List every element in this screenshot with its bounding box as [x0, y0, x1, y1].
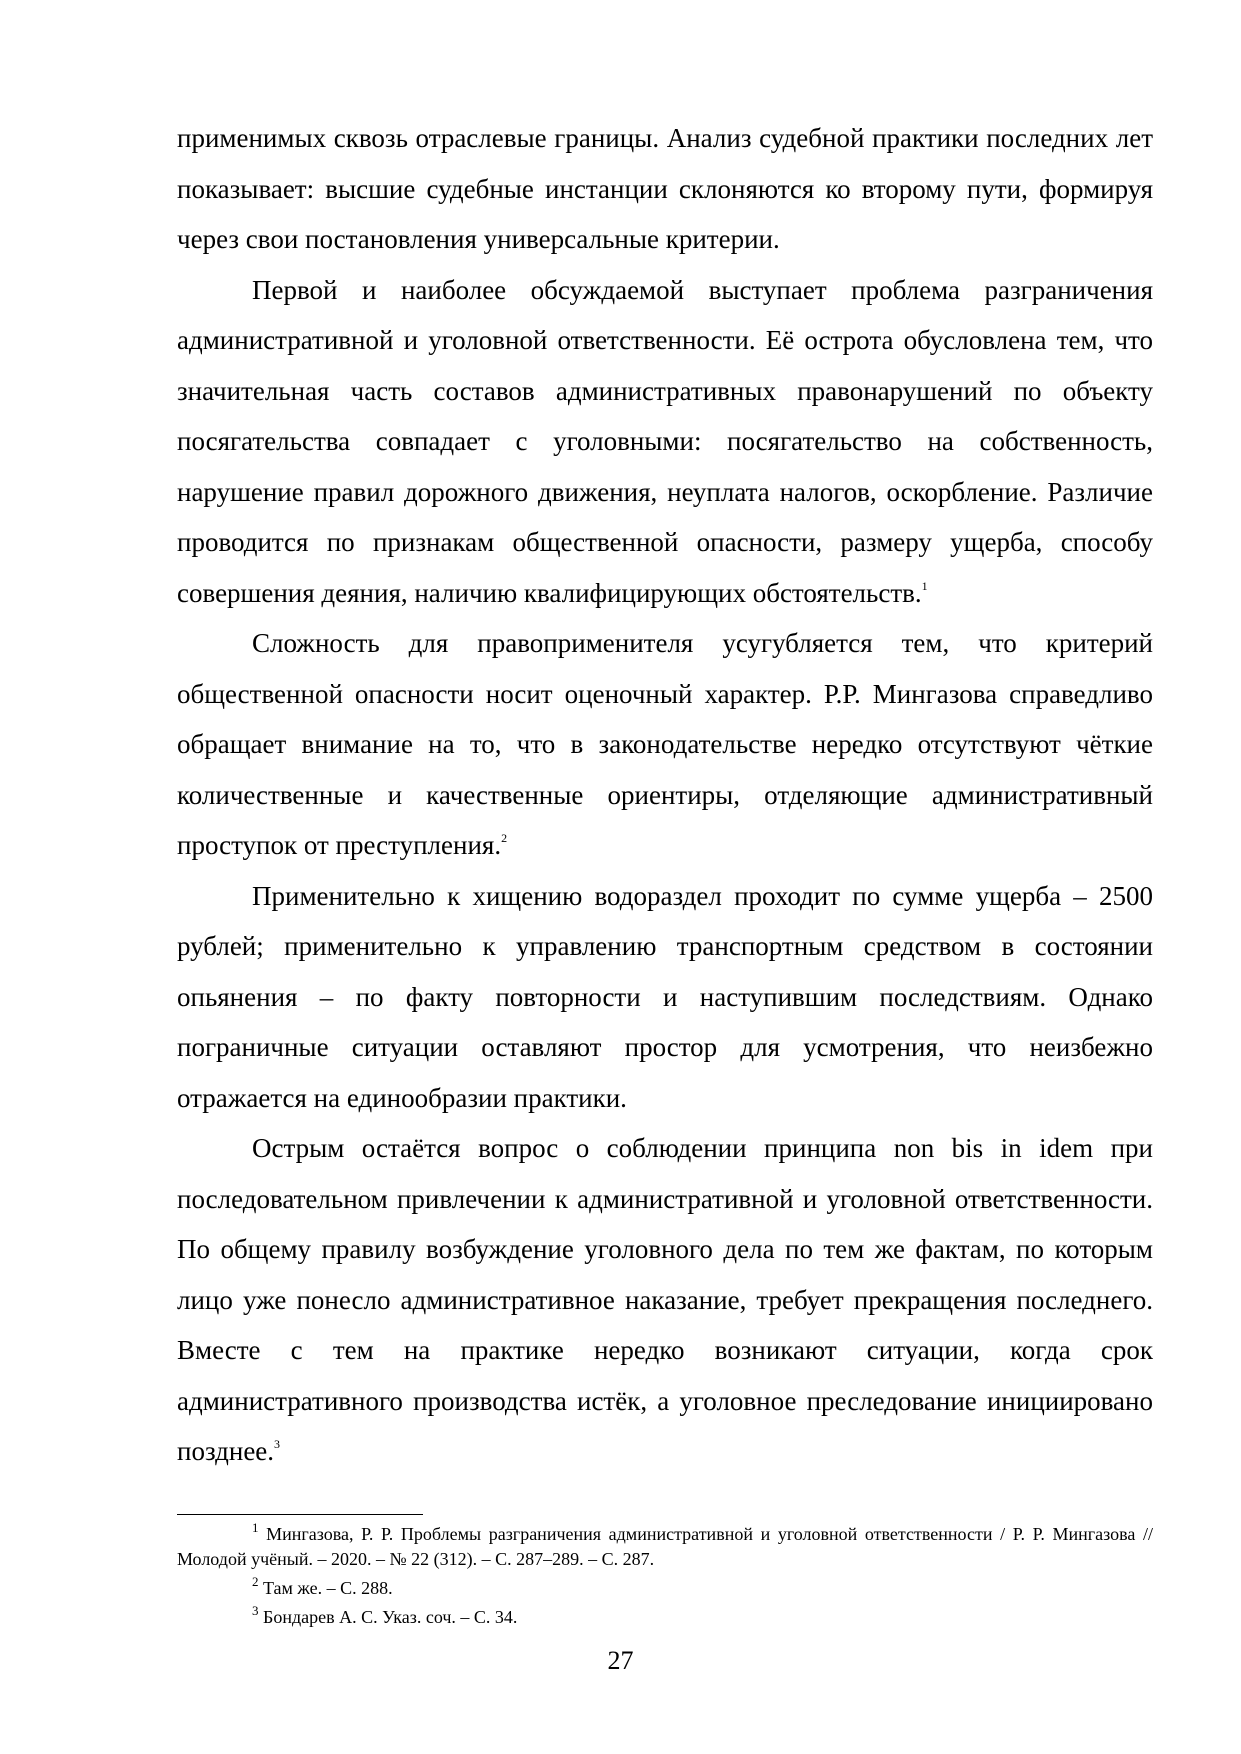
footnote-separator [177, 1514, 423, 1515]
paragraph-non-bis-in-idem [177, 1123, 1153, 1477]
footnote-1 [177, 1522, 1153, 1572]
page-number: 27 [607, 1646, 634, 1675]
paragraph-text: Первой и наиболее обсуждаемой выступает проблема разграничения административной и уголовной ответственности. Её острота обусловлена тем, что значительная часть составов административных правонарушений по объекту посягательства совпадает с уголовными: посягательство на собственность, нарушение правил дорожного движения, неуплата налогов, оскорбление. Различие проводится по признакам общественной опасности, размеру ущерба, способу совершения деяния, наличию квалифицирующих обстоятельств. [177, 274, 1153, 608]
footnotes [177, 1522, 1153, 1634]
paragraph-liability-delimitation [177, 265, 1153, 619]
body-text [177, 113, 1153, 1477]
footnote-number: 3 [252, 1603, 259, 1618]
paragraph-text: Применительно к хищению водораздел проходит по сумме ущерба – 2500 рублей; применительно к управлению транспортным средством в состоянии опьянения – по факту повторности и наступившим последствиям. Однако пограничные ситуации оставляют простор для усмотрения, что неизбежно отражается на единообразии практики. [177, 880, 1153, 1113]
paragraph-continuation [177, 113, 1153, 265]
footnote-reference[interactable]: 3 [274, 1437, 281, 1451]
paragraph-text: применимых сквозь отраслевые границы. Анализ судебной практики последних лет показывает: высшие судебные инстанции склоняются ко второму пути, формируя через свои постановления универсальные критерии. [177, 123, 1153, 254]
footnote-text: Мингазова, Р. Р. Проблемы разграничения административной и уголовной ответственности / Р. Р. Мингазова // Молодой учёный. – 2020. – № 22 (312). – С. 287–289. – С. 287. [177, 1524, 1153, 1569]
footnote-2 [177, 1576, 1153, 1601]
footnote-text: Бондарев А. С. Указ. соч. – С. 34. [263, 1607, 518, 1627]
paragraph-text: Острым остаётся вопрос о соблюдении принципа non bis in idem при последовательном привлечении к административной и уголовной ответственности. По общему правилу возбуждение уголовного дела по тем же фактам, по которым лицо уже понесло административное наказание, требует прекращения последнего. Вместе с тем на практике нередко возникают ситуации, когда срок административного производства истёк, а уголовное преследование инициировано позднее. [177, 1133, 1153, 1466]
paragraph-text: Сложность для правоприменителя усугубляется тем, что критерий общественной опасности носит оценочный характер. Р.Р. Мингазова справедливо обращает внимание на то, что в законодательстве нередко отсутствуют чёткие количественные и качественные ориентиры, отделяющие административный проступок от преступления. [177, 628, 1153, 860]
footnote-number: 2 [252, 1574, 259, 1589]
footnote-text: Там же. – С. 288. [263, 1578, 393, 1598]
footnote-3 [177, 1605, 1153, 1630]
footnote-reference[interactable]: 1 [921, 578, 928, 593]
footnote-number: 1 [252, 1520, 259, 1535]
paragraph-theft-threshold [177, 871, 1153, 1124]
footnote-reference[interactable]: 2 [501, 831, 508, 845]
paragraph-public-danger-criterion [177, 618, 1153, 871]
